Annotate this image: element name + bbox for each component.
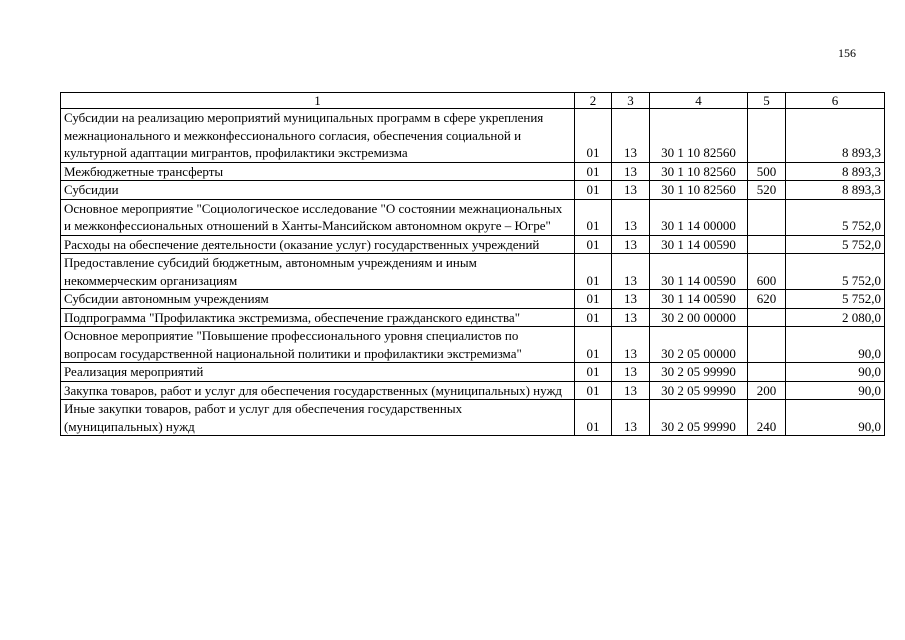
- cell-section: 01: [575, 363, 612, 382]
- header-cell-4: 4: [650, 93, 748, 109]
- cell-subsection: 13: [612, 254, 650, 290]
- table-row: [61, 254, 885, 290]
- cell-subsection: 13: [612, 162, 650, 181]
- table-row: [61, 290, 885, 309]
- cell-target-article: 30 2 00 00000: [650, 308, 748, 327]
- cell-section: 01: [575, 254, 612, 290]
- cell-amount: 90,0: [786, 327, 885, 363]
- cell-name: [61, 308, 575, 327]
- table-row: [61, 381, 885, 400]
- cell-section: 01: [575, 381, 612, 400]
- cell-amount: 90,0: [786, 363, 885, 382]
- budget-table: [60, 92, 885, 436]
- cell-name: [61, 290, 575, 309]
- cell-expense-type: 500: [748, 162, 786, 181]
- cell-expense-type: 200: [748, 381, 786, 400]
- cell-section: 01: [575, 308, 612, 327]
- cell-expense-type: 600: [748, 254, 786, 290]
- header-cell-5: 5: [748, 93, 786, 109]
- cell-target-article: 30 1 14 00590: [650, 235, 748, 254]
- cell-target-article: 30 1 14 00000: [650, 199, 748, 235]
- cell-amount: 2 080,0: [786, 308, 885, 327]
- cell-expense-type: [748, 308, 786, 327]
- cell-amount: 8 893,3: [786, 162, 885, 181]
- cell-subsection: 13: [612, 290, 650, 309]
- cell-subsection: 13: [612, 109, 650, 163]
- cell-section: 01: [575, 181, 612, 200]
- cell-subsection: 13: [612, 181, 650, 200]
- cell-subsection: 13: [612, 308, 650, 327]
- table-row: [61, 109, 885, 163]
- cell-name: [61, 162, 575, 181]
- cell-name: [61, 400, 575, 436]
- table-row: [61, 400, 885, 436]
- cell-subsection: 13: [612, 400, 650, 436]
- cell-target-article: 30 1 14 00590: [650, 254, 748, 290]
- cell-target-article: 30 1 14 00590: [650, 290, 748, 309]
- cell-target-article: 30 2 05 99990: [650, 363, 748, 382]
- cell-subsection: 13: [612, 327, 650, 363]
- row-name-text: Предоставление субсидий бюджетным, автономным учреждениям и иным некоммерческим организациям: [64, 255, 477, 288]
- cell-expense-type: [748, 109, 786, 163]
- cell-target-article: 30 1 10 82560: [650, 181, 748, 200]
- table-row: [61, 327, 885, 363]
- table-header-row: [61, 93, 885, 109]
- cell-amount: 5 752,0: [786, 254, 885, 290]
- cell-section: 01: [575, 109, 612, 163]
- cell-name: [61, 235, 575, 254]
- cell-subsection: 13: [612, 381, 650, 400]
- cell-section: 01: [575, 400, 612, 436]
- cell-target-article: 30 1 10 82560: [650, 162, 748, 181]
- cell-name: [61, 327, 575, 363]
- row-name-text: Субсидии автономным учреждениям: [64, 291, 269, 306]
- cell-expense-type: 240: [748, 400, 786, 436]
- cell-amount: 8 893,3: [786, 181, 885, 200]
- row-name-text: Межбюджетные трансферты: [64, 163, 224, 179]
- cell-amount: 5 752,0: [786, 235, 885, 254]
- cell-amount: 90,0: [786, 381, 885, 400]
- cell-expense-type: [748, 199, 786, 235]
- row-name-text: Расходы на обеспечение деятельности (оказание услуг) государственных учреждений: [64, 236, 540, 252]
- cell-amount: 90,0: [786, 400, 885, 436]
- row-name-text: Иные закупки товаров, работ и услуг для обеспечения государственных (муниципальных) нужд: [64, 401, 463, 434]
- table-row: [61, 363, 885, 382]
- row-name-text: Субсидии: [64, 182, 119, 197]
- header-cell-1: 1: [61, 93, 575, 109]
- row-name-text: Закупка товаров, работ и услуг для обеспечения государственных (муниципальных) нужд: [64, 382, 563, 398]
- cell-section: 01: [575, 199, 612, 235]
- cell-subsection: 13: [612, 235, 650, 254]
- cell-section: 01: [575, 327, 612, 363]
- cell-subsection: 13: [612, 363, 650, 382]
- cell-target-article: 30 1 10 82560: [650, 109, 748, 163]
- cell-section: 01: [575, 290, 612, 309]
- table-row: [61, 181, 885, 200]
- cell-expense-type: [748, 327, 786, 363]
- table-row: [61, 235, 885, 254]
- cell-target-article: 30 2 05 99990: [650, 381, 748, 400]
- header-cell-6: 6: [786, 93, 885, 109]
- row-name-text: Субсидии на реализацию мероприятий муниципальных программ в сфере укрепления межнационального и межконфессионального согласия, обеспечения социальной и культурной адаптации мигрантов, профилактики экстремизма: [64, 110, 544, 160]
- table-row: [61, 199, 885, 235]
- header-cell-2: 2: [575, 93, 612, 109]
- table-row: [61, 162, 885, 181]
- header-cell-3: 3: [612, 93, 650, 109]
- cell-amount: 5 752,0: [786, 290, 885, 309]
- cell-name: [61, 109, 575, 163]
- row-name-text: Основное мероприятие "Социологическое исследование "О состоянии межнациональных и межконфессиональных отношений в Ханты-Мансийском автономном округе – Югре": [64, 200, 563, 233]
- row-name-text: Реализация мероприятий: [64, 364, 204, 379]
- row-name-text: Подпрограмма "Профилактика экстремизма, обеспечение гражданского единства": [64, 309, 521, 325]
- cell-name: [61, 181, 575, 200]
- cell-amount: 5 752,0: [786, 199, 885, 235]
- cell-target-article: 30 2 05 99990: [650, 400, 748, 436]
- cell-expense-type: [748, 363, 786, 382]
- cell-name: [61, 363, 575, 382]
- page-number: 156: [838, 46, 856, 60]
- cell-subsection: 13: [612, 199, 650, 235]
- row-name-text: Основное мероприятие "Повышение профессионального уровня специалистов по вопросам государственной национальной политики и профилактики экстремизма": [64, 328, 522, 361]
- cell-name: [61, 199, 575, 235]
- cell-name: [61, 254, 575, 290]
- cell-expense-type: [748, 235, 786, 254]
- cell-target-article: 30 2 05 00000: [650, 327, 748, 363]
- cell-section: 01: [575, 162, 612, 181]
- cell-name: [61, 381, 575, 400]
- cell-amount: 8 893,3: [786, 109, 885, 163]
- cell-expense-type: 520: [748, 181, 786, 200]
- cell-expense-type: 620: [748, 290, 786, 309]
- table-row: [61, 308, 885, 327]
- cell-section: 01: [575, 235, 612, 254]
